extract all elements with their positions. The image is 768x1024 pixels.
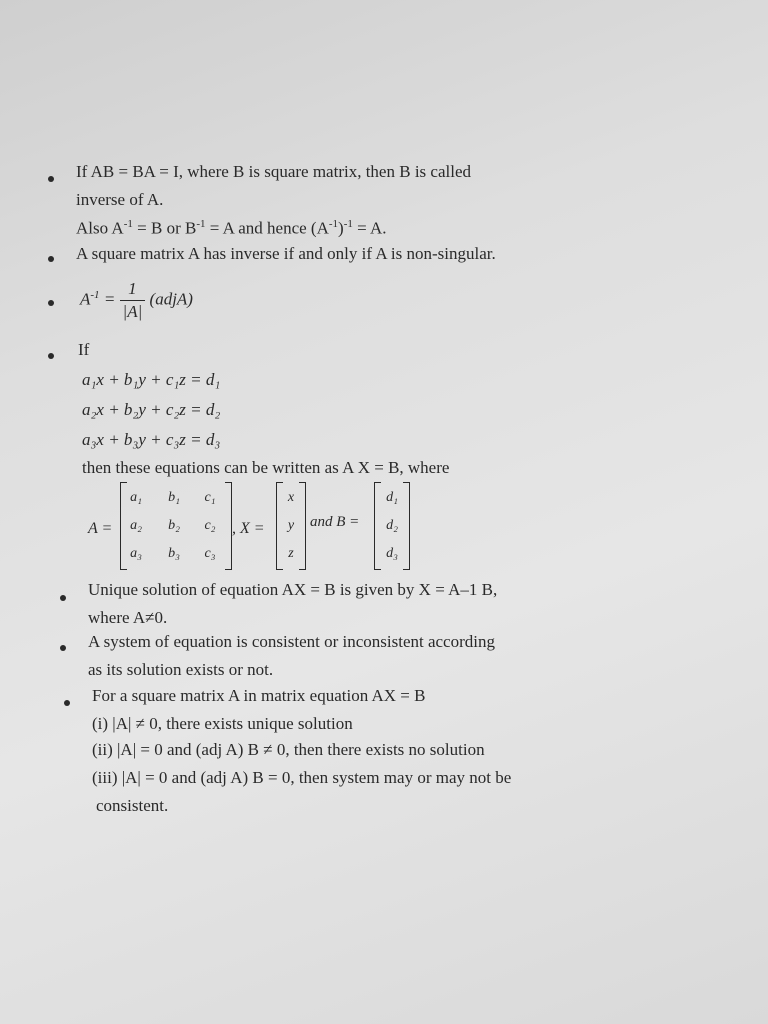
bullet-dot [48, 300, 54, 306]
bullet-1-line-2: inverse of A. [76, 190, 164, 209]
matrix-a-cell: c₁ [204, 490, 216, 505]
matrix-b-cell: d₂ [386, 518, 398, 533]
matrix-a-cell: a₂ [130, 518, 142, 533]
bullet-dot [48, 176, 54, 182]
bullet-7-line-1: For a square matrix A in matrix equation AX = B [92, 686, 426, 705]
bullet-5-line-2: where A≠0. [88, 608, 168, 627]
bullet-7-line-2: (i) |A| ≠ 0, there exists unique solution [92, 714, 353, 733]
bullet-7-line-4: (iii) |A| = 0 and (adj A) B = 0, then system may or may not be [92, 768, 512, 787]
matrix-x-label: , X = [232, 520, 265, 537]
matrix-x [276, 482, 306, 570]
matrix-a-label: A = [88, 520, 113, 537]
matrix-x-cell: z [288, 546, 294, 561]
equation-2: a₂x + b₂y + c₂z = d₂ [82, 400, 221, 419]
bullet-2-text: A square matrix A has inverse if and only if A is non-singular. [76, 244, 496, 263]
matrix-a-cell: c₂ [204, 518, 216, 533]
bullet-dot [48, 256, 54, 262]
matrix-x-cell: y [287, 518, 295, 533]
matrix-b [374, 482, 410, 570]
matrix-b-cell: d₁ [386, 490, 398, 505]
inverse-fraction: $\frac{1}{|A|}$ [120, 278, 146, 323]
matrix-x-cell: x [287, 490, 295, 505]
matrix-a-cell: a₁ [130, 490, 142, 505]
matrix-a [120, 482, 232, 570]
if-label: If [78, 340, 90, 359]
matrix-a-cell: c₃ [204, 546, 216, 561]
bullet-5-line-1: Unique solution of equation AX = B is given by X = A–1 B, [88, 580, 498, 599]
bullet-1-line-3: Also $A^{-1} = B$ or $B^{-1} = A$ and hence $(A^{-1})^{-1} = A$. [76, 218, 387, 238]
bullet-6-line-1: A system of equation is consistent or inconsistent according [88, 632, 495, 651]
and-b-label: and B = [310, 514, 360, 530]
bullet-6-line-2: as its solution exists or not. [88, 660, 274, 679]
equation-1: a₁x + b₁y + c₁z = d₁ [82, 370, 221, 389]
bullet-7-line-3: (ii) |A| = 0 and (adj A) B ≠ 0, then there exists no solution [92, 740, 485, 759]
bullet-dot [60, 595, 66, 601]
bullet-dot [60, 645, 66, 651]
bullet-dot [48, 353, 54, 359]
then-line: then these equations can be written as A X = B, where [82, 458, 450, 477]
matrix-a-cell: b₂ [168, 518, 180, 533]
matrix-a-cell: a₃ [130, 546, 142, 561]
equation-3: a₃x + b₃y + c₃z = d₃ [82, 430, 221, 449]
bullet-7-line-5: consistent. [96, 796, 169, 815]
matrix-a-cell: b₃ [168, 546, 180, 561]
bullet-dot [64, 700, 70, 706]
matrix-a-cell: b₁ [168, 490, 180, 505]
bullet-1-line-1: If AB = BA = I, where B is square matrix, then B is called [76, 162, 471, 181]
inverse-formula: $A^{-1}$ = $\frac{1}{|A|}$ (adjA) [80, 279, 193, 321]
matrix-b-cell: d₃ [386, 546, 398, 561]
